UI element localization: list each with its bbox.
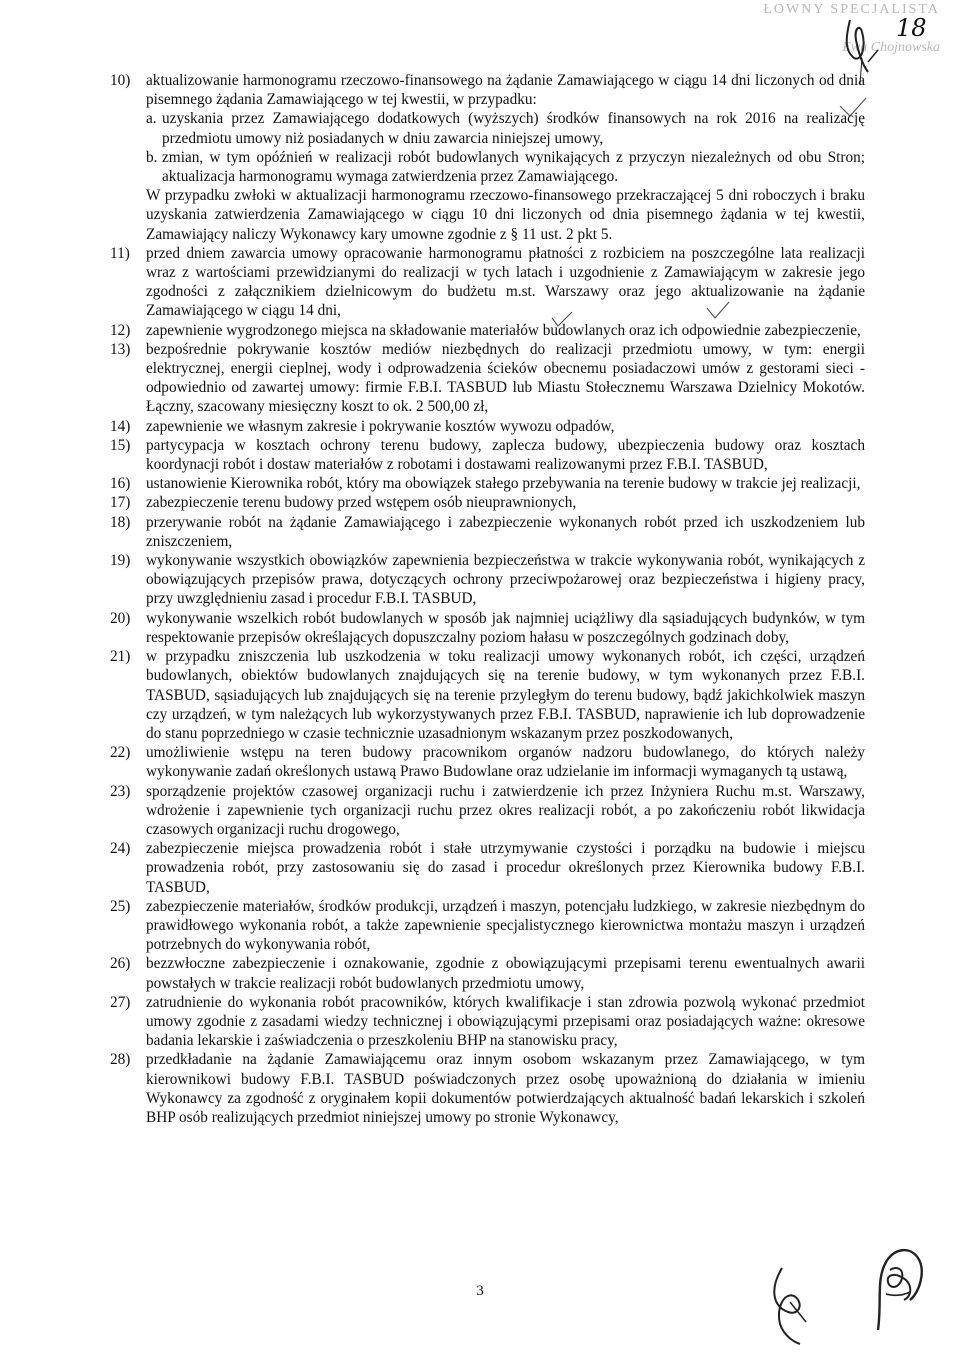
item-text: zatrudnienie do wykonania robót pracowników, których kwalifikacje i stan zdrowia pozwolą wykonać przedmiot umowy zgodnie z zasadami wiedzy technicznej i obowiązującymi przepisami oraz posiadających ważne: okresowe badania lekarskie i zaświadczenia o przeszkoleniu BHP na stanowisku pracy, xyxy=(146,993,865,1050)
sub-item-letter: b. xyxy=(146,148,158,166)
item-number: 28) xyxy=(110,1051,131,1069)
list-item xyxy=(110,993,865,1051)
item-number: 19) xyxy=(110,552,131,570)
sub-item-letter: a. xyxy=(146,110,157,128)
list-item xyxy=(110,244,865,321)
item-number: 27) xyxy=(110,993,131,1011)
item-text: wykonywanie wszystkich obowiązków zapewnienia bezpieczeństwa w trakcie wykonywania robót, wynikających z obowiązujących przepisów prawa, dotyczących ochrony przeciwpożarowej oraz bezpieczeństwa i higieny pracy, przy uwzględnieniu zasad i procedur F.B.I. TASBUD, xyxy=(146,552,865,608)
item-number: 15) xyxy=(110,436,131,454)
document-body xyxy=(110,71,865,1127)
item-text: aktualizowanie harmonogramu rzeczowo-finansowego na żądanie Zamawiającego w ciągu 14 dni liczonych od dnia pisemnego żądania Zamawiającego w tej kwestii, w przypadku: xyxy=(146,72,865,109)
item-text: ustanowienie Kierownika robót, który ma obowiązek stałego przebywania na terenie budowy w trakcie jej realizacji, xyxy=(146,475,861,493)
list-item xyxy=(110,897,865,955)
handwritten-signature xyxy=(866,1240,936,1336)
item-number: 17) xyxy=(110,494,131,512)
stamp-title: ŁOWNY SPECJALISTA xyxy=(763,2,940,17)
item-text: sporządzenie projektów czasowej organizacji ruchu i zatwierdzenie ich przez Inżyniera Ruchu m.st. Warszawy, wdrożenie i zapewnienie tych organizacji ruchu przez okres realizacji robót, a po zakończeniu robót likwidacja czasowych organizacji ruchu drogowego, xyxy=(146,782,865,838)
item-text: zapewnienie we własnym zakresie i pokrywanie kosztów wywozu odpadów, xyxy=(146,417,615,435)
list-item xyxy=(110,647,865,743)
item-text: zabezpieczenie terenu budowy przed wstępem osób nieuprawnionych, xyxy=(146,494,577,512)
list-item xyxy=(110,782,865,840)
handwritten-signature-initials xyxy=(760,1262,820,1348)
item-text: w przypadku zniszczenia lub uszkodzenia w toku realizacji umowy wykonanych robót, ich części, urządzeń budowlanych, obiektów budowlanych znajdujących się na terenie budowy, w tym wykonanych przez F.B.I. TASBUD, sąsiadujących lub znajdujących się na terenie przyległym do terenu budowy, bądź jakichkolwiek maszyn czy urządzeń, w tym należących lub wykorzystywanych przez F.B.I. TASBUD, naprawienie ich lub doprowadzenie do stanu poprzedniego w czasie technicznie uzasadnionym wskazanym przez poszkodowanych, xyxy=(146,648,865,742)
list-item xyxy=(110,551,865,609)
list-item xyxy=(110,340,865,417)
item-number: 11) xyxy=(110,244,130,262)
item-text: przedkładanie na żądanie Zamawiającemu oraz innym osobom wskazanym przez Zamawiającego, w tym kierownikowi budowy F.B.I. TASBUD poświadczonych przez osobę upoważnioną do działania w imieniu Wykonawcy za zgodność z oryginałem kopii dokumentów potwierdzających aktualność badań lekarskich i szkoleń BHP osób realizujących przedmiot niniejszej umowy po stronie Wykonawcy, xyxy=(146,1051,865,1126)
item-text: zapewnienie wygrodzonego miejsca na składowanie materiałów budowlanych oraz ich odpowiednie zabezpieczenie, xyxy=(146,321,861,339)
item-number: 12) xyxy=(110,321,131,339)
sub-item-text: zmian, w tym opóźnień w realizacji robót budowlanych wynikających z przyczyn niezależnych od obu Stron; aktualizacja harmonogramu wymaga zatwierdzenia przez Zamawiającego. xyxy=(162,148,865,186)
item-text: partycypacja w kosztach ochrony terenu budowy, zaplecza budowy, ubezpieczenia budowy oraz kosztach koordynacji robót i dostaw materiałów z robotami i dostawami realizowanymi przez F.B.I. TASBUD, xyxy=(146,436,865,474)
item-number: 18) xyxy=(110,513,131,531)
page-number: 3 xyxy=(476,1283,484,1299)
item-number: 16) xyxy=(110,475,131,493)
item-number: 13) xyxy=(110,340,131,358)
item-number: 10) xyxy=(110,72,131,89)
list-item xyxy=(110,417,865,436)
list-item xyxy=(110,436,865,474)
sub-item xyxy=(146,148,865,186)
list-item xyxy=(110,954,865,992)
list-item xyxy=(110,321,865,340)
stamp-name: Ewa Chojnowska xyxy=(842,40,940,55)
item-number: 23) xyxy=(110,782,131,800)
item-number: 21) xyxy=(110,648,131,666)
item-number: 20) xyxy=(110,609,131,627)
item-text: przerywanie robót na żądanie Zamawiającego i zabezpieczenie wykonanych robót przed ich uszkodzeniem lub zniszczeniem, xyxy=(146,513,865,550)
paragraph xyxy=(110,186,865,244)
sub-item xyxy=(146,109,865,147)
item-text: zabezpieczenie miejsca prowadzenia robót i stałe utrzymywanie czystości i porządku na budowie i miejscu prowadzenia robót, przy zastosowaniu się do zasad i procedur określonych przez Kierownika budowy F.B.I. TASBUD, xyxy=(146,840,865,896)
list-item xyxy=(110,513,865,551)
item-text: umożliwienie wstępu na teren budowy pracownikom organów nadzoru budowlanego, do których należy wykonywanie zadań określonych ustawą Prawo Budowlane oraz udzielanie im informacji wymaganych tą ustawą, xyxy=(146,744,865,781)
list-item xyxy=(110,1050,865,1127)
sub-item-text: uzyskania przez Zamawiającego dodatkowych (wyższych) środków finansowych na rok 2016 na realizację przedmiotu umowy niż posiadanych w dniu zawarcia niniejszej umowy, xyxy=(162,110,865,147)
list-item xyxy=(110,609,865,647)
item-number: 24) xyxy=(110,840,131,858)
paragraph-text: W przypadku zwłoki w aktualizacji harmonogramu rzeczowo-finansowego przekraczającej 5 dni roboczych i braku uzyskania zatwierdzenia Zamawiającego w ciągu 10 dni liczonych od dnia pisemnego żądania w tej kwestii, Zamawiający naliczy Wykonawcy kary umowne zgodnie z § 11 ust. 2 pkt 5. xyxy=(146,187,865,243)
item-text: wykonywanie wszelkich robót budowlanych w sposób jak najmniej uciążliwy dla sąsiadujących budynków, w tym respektowanie przepisów określających dopuszczalny poziom hałasu w poszczególnych godzinach doby, xyxy=(146,609,865,646)
item-text: zabezpieczenie materiałów, środków produkcji, urządzeń i maszyn, potencjału ludzkiego, w zakresie niezbędnym do prawidłowego wykonania robót, a także zapewnienie specjalistycznego kierownictwa montażu maszyn i urządzeń potrzebnych do wykonywania robót, xyxy=(146,897,865,954)
item-number: 14) xyxy=(110,417,131,435)
list-item xyxy=(110,71,865,109)
item-number: 26) xyxy=(110,955,131,973)
handwritten-page-mark: 18 xyxy=(896,14,927,42)
item-number: 22) xyxy=(110,744,131,762)
item-text: bezzwłoczne zabezpieczenie i oznakowanie, zgodnie z obowiązującymi przepisami terenu ewentualnych awarii powstałych w trakcie realizacji robót budowlanych przedmiotu umowy, xyxy=(146,955,865,992)
item-number: 25) xyxy=(110,897,131,915)
item-text: bezpośrednie pokrywanie kosztów mediów niezbędnych do realizacji przedmiotu umowy, w tym: energii elektrycznej, energii cieplnej, wody i odprowadzenia ścieków obecnemu posiadaczowi umów z gestorami sieci - odpowiednio od zawartej umowy: firmie F.B.I. TASBUD lub Miastu Stołecznemu Warszawa Dzielnicy Mokotów. Łączny, szacowany miesięczny koszt to ok. 2 500,00 zł, xyxy=(146,340,865,416)
list-item xyxy=(110,493,865,512)
item-text: przed dniem zawarcia umowy opracowanie harmonogramu płatności z rozbiciem na poszczególne lata realizacji wraz z wartościami przewidzianymi do realizacji w tych latach i uzgodnienie z Zamawiającym w zakresie jego zgodności z załącznikiem dzielnicowym do budżetu m.st. Warszawy oraz jego aktualizowanie na żądanie Zamawiającego w ciągu 14 dni, xyxy=(146,244,865,320)
list-item xyxy=(110,743,865,781)
list-item xyxy=(110,474,865,493)
list-item xyxy=(110,839,865,897)
